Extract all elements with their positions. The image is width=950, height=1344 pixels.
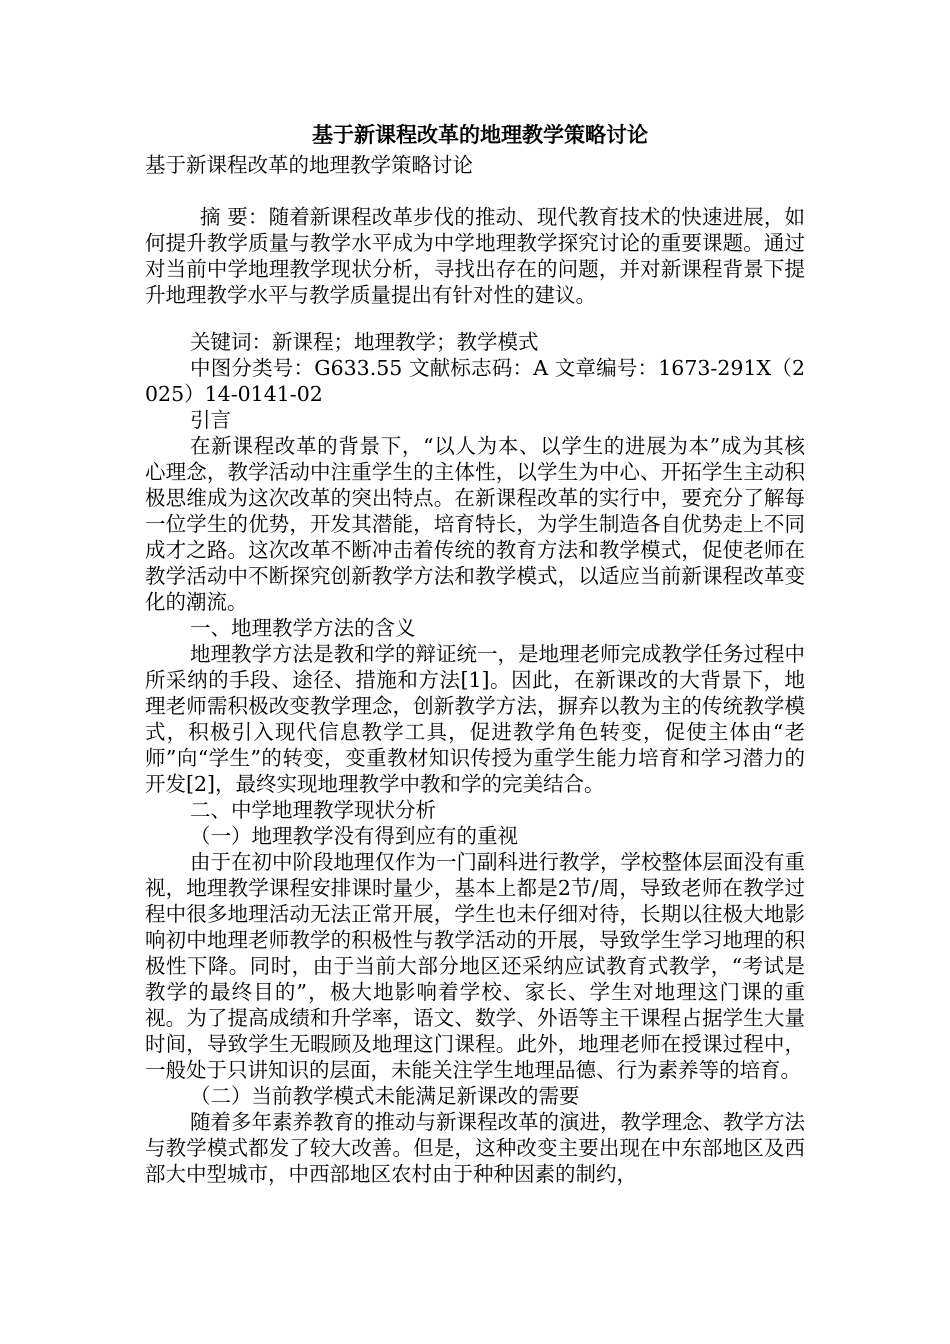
intro-heading: 引言	[190, 408, 231, 432]
spacer	[145, 308, 805, 329]
subsection-heading-1: （一）地理教学没有得到应有的重视	[190, 824, 518, 848]
subsection-paragraph-1: 由于在初中阶段地理仅作为一门副科进行教学，学校整体层面没有重视，地理教学课程安排课时量少，基本上都是2节/周，导致老师在教学过程中很多地理活动无法正常开展，学生也未仔细对待，长期以往极大地影响初中地理老师教学的积极性与教学活动的开展，导致学生学习地理的积极性下降。同时，由于当前大部分地区还采纳应试教育式教学，“考试是教学的最终目的”，极大地影响着学校、家长、学生对地理这门课的重视。为了提高成绩和升学率，语文、数学、外语等主干课程占据学生大量时间，导致学生无暇顾及地理这门课程。此外，地理老师在授课过程中，一般处于只讲知识的层面，未能关注学生地理品德、行为素养等的培育。	[145, 850, 805, 1082]
intro-paragraph: 在新课程改革的背景下，“以人为本、以学生的进展为本”成为其核心理念，教学活动中注重学生的主体性，以学生为中心、开拓学生主动积极思维成为这次改革的突出特点。在新课程改革的实行中，要充分了解每一位学生的优势，开发其潜能，培育特长，为学生制造各自优势走上不同成才之路。这次改革不断冲击着传统的教育方法和教学模式，促使老师在教学活动中不断探究创新教学方法和教学模式，以适应当前新课程改革变化的潮流。	[145, 434, 805, 614]
keywords-line: 关键词：新课程；地理教学；教学模式	[190, 330, 539, 354]
section-heading-2: 二、中学地理教学现状分析	[190, 798, 436, 822]
section-heading-1: 一、地理教学方法的含义	[190, 616, 416, 640]
document-subtitle: 基于新课程改革的地理教学策略讨论	[145, 153, 473, 177]
section-paragraph-1: 地理教学方法是教和学的辩证统一，是地理老师完成教学任务过程中所采纳的手段、途径、措施和方法[1]。因此，在新课改的大背景下，地理老师需积极改变教学理念，创新教学方法，摒弃以教为主的传统教学模式，积极引入现代信息教学工具，促进教学角色转变，促使主体由“老师”向“学生”的转变，变重教材知识传授为重学生能力培育和学习潜力的开发[2]，最终实现地理教学中教和学的完美结合。	[145, 642, 805, 796]
abstract-paragraph: 摘 要：随着新课程改革步伐的推动、现代教育技术的快速进展，如何提升教学质量与教学水平成为中学地理教学探究讨论的重要课题。通过对当前中学地理教学现状分析，寻找出存在的问题，并对新课程背景下提升地理教学水平与教学质量提出有针对性的建议。	[145, 205, 805, 307]
spacer	[145, 178, 805, 204]
document-page	[145, 118, 805, 1187]
subsection-paragraph-2: 随着多年素养教育的推动与新课程改革的演进，教学理念、教学方法与教学模式都发了较大改善。但是，这种改变主要出现在中东部地区及西部大中型城市，中西部地区农村由于种种因素的制约，	[145, 1110, 805, 1186]
subsection-heading-2: （二）当前教学模式未能满足新课改的需要	[190, 1084, 580, 1108]
classification-line: 中图分类号：G633.55 文献标志码：A 文章编号：1673-291X（2025）14-0141-02	[145, 356, 805, 406]
document-title: 基于新课程改革的地理教学策略讨论	[312, 123, 648, 147]
